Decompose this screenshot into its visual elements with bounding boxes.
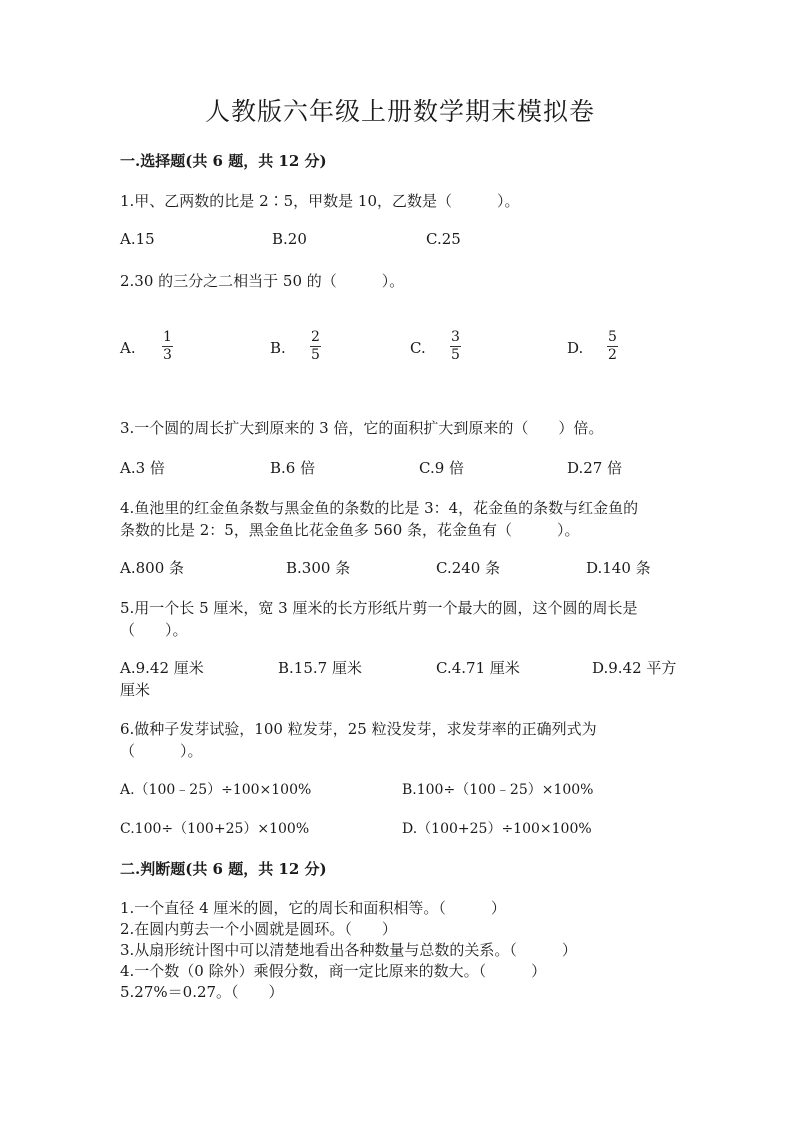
fraction-numerator: 3: [451, 329, 460, 345]
q6-option-b: B.100÷（100﹣25）×100%: [402, 782, 594, 798]
q4-option-d: D.140 条: [586, 559, 651, 577]
question-6-line1: 6.做种子发芽试验，100 粒发芽，25 粒没发芽，求发芽率的正确列式为: [120, 720, 597, 738]
question-4-line1: 4.鱼池里的红金鱼条数与黑金鱼的条数的比是 3：4，花金鱼的条数与红金鱼的: [120, 499, 639, 517]
fraction-denominator: 2: [608, 347, 617, 363]
q3-option-d: D.27 倍: [567, 459, 623, 477]
judge-item-5: 5.27%＝0.27。（ ）: [120, 983, 284, 1001]
q1-option-a: A.15: [120, 230, 155, 248]
q3-option-b: B.6 倍: [270, 459, 316, 477]
q1-option-c: C.25: [426, 230, 461, 248]
question-5-line2: （ ）。: [120, 621, 188, 639]
q6-option-c: C.100÷（100+25）×100%: [120, 821, 310, 837]
q4-option-c: C.240 条: [436, 559, 501, 577]
question-1: 1.甲、乙两数的比是 2∶5，甲数是 10，乙数是（ ）。: [120, 192, 520, 210]
section2-heading: 二.判断题(共 6 题，共 12 分): [120, 860, 327, 878]
fraction-numerator: 5: [608, 329, 617, 345]
fraction-denominator: 3: [163, 347, 172, 363]
q3-option-c: C.9 倍: [419, 459, 465, 477]
q2-option-a-fraction: [162, 330, 173, 363]
q5-option-c: C.4.71 厘米: [436, 659, 520, 677]
q5-option-a: A.9.42 厘米: [120, 659, 204, 677]
judge-item-2: 2.在圆内剪去一个小圆就是圆环。（ ）: [120, 920, 397, 938]
fraction-denominator: 5: [311, 347, 320, 363]
q3-option-a: A.3 倍: [120, 459, 165, 477]
judge-item-3: 3.从扇形统计图中可以清楚地看出各种数量与总数的关系。（ ）: [120, 941, 577, 959]
q2-option-b-fraction: [310, 330, 321, 363]
q4-option-b: B.300 条: [286, 559, 351, 577]
q5-option-d-wrap: 厘米: [120, 681, 151, 699]
question-6-line2: （ ）。: [120, 742, 203, 760]
q2-option-d-letter: D.: [567, 339, 584, 357]
judge-item-1: 1.一个直径 4 厘米的圆，它的周长和面积相等。（ ）: [120, 899, 506, 917]
judge-item-4: 4.一个数（0 除外）乘假分数，商一定比原来的数大。（ ）: [120, 962, 547, 980]
q1-option-b: B.20: [272, 230, 307, 248]
q5-option-b: B.15.7 厘米: [278, 659, 362, 677]
q2-option-c-fraction: [450, 330, 461, 363]
question-3: 3.一个圆的周长扩大到原来的 3 倍，它的面积扩大到原来的（ ）倍。: [120, 419, 604, 437]
question-4-line2: 条数的比是 2：5，黑金鱼比花金鱼多 560 条，花金鱼有（ ）。: [120, 521, 580, 539]
q2-option-d-fraction: [607, 330, 618, 363]
q6-option-d: D.（100+25）÷100×100%: [402, 821, 592, 837]
q4-option-a: A.800 条: [120, 559, 184, 577]
question-2: 2.30 的三分之二相当于 50 的（ ）。: [120, 272, 405, 290]
q5-option-d: D.9.42 平方: [592, 659, 677, 677]
section1-heading: 一.选择题(共 6 题，共 12 分): [120, 152, 327, 170]
fraction-numerator: 2: [311, 329, 320, 345]
page-title: 人教版六年级上册数学期末模拟卷: [204, 97, 595, 126]
fraction-numerator: 1: [163, 329, 172, 345]
fraction-denominator: 5: [451, 347, 460, 363]
q2-option-a-letter: A.: [120, 339, 136, 357]
q2-option-c-letter: C.: [410, 339, 426, 357]
question-5-line1: 5.用一个长 5 厘米，宽 3 厘米的长方形纸片剪一个最大的圆，这个圆的周长是: [120, 599, 638, 617]
q6-option-a: A.（100﹣25）÷100×100%: [120, 782, 312, 798]
q2-option-b-letter: B.: [270, 339, 286, 357]
